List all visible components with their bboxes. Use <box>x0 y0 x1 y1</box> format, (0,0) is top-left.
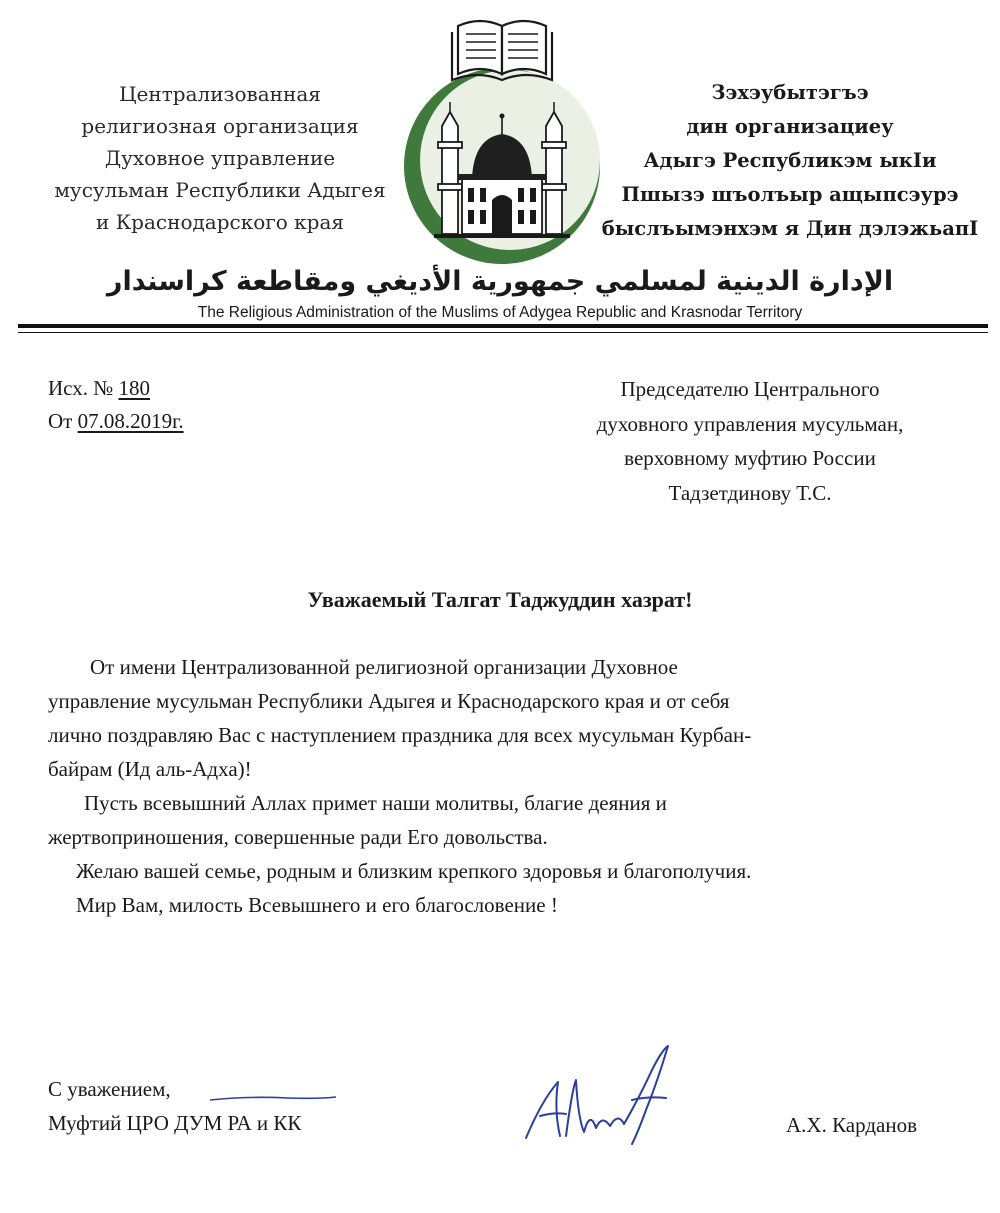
salutation: Уважаемый Талгат Таджуддин хазрат! <box>307 587 693 612</box>
outgoing-number: 180 <box>118 376 150 400</box>
org-line: дин организациеу <box>686 115 894 138</box>
body-line: Мир Вам, милость Всевышнего и его благословение ! <box>76 893 558 917</box>
handwritten-signature-icon <box>520 1040 680 1150</box>
recipient-line: верховному муфтию России <box>624 446 876 470</box>
body-line: управление мусульман Республики Адыгея и Краснодарского края и от себя <box>48 689 730 713</box>
outgoing-label: Исх. № <box>48 376 114 400</box>
closing-line: С уважением, <box>48 1077 171 1101</box>
org-line: религиозная организация <box>81 114 359 138</box>
recipient-line: духовного управления мусульман, <box>596 411 904 436</box>
org-line: Духовное управление <box>104 146 336 170</box>
signer-title: Муфтий ЦРО ДУМ РА и КК <box>48 1111 302 1135</box>
recipient-line: Председателю Центрального <box>620 377 880 401</box>
org-name-adyghe <box>590 76 990 246</box>
header-rule-thick <box>18 324 988 328</box>
body-line: От имени Централизованной религиозной организации Духовное <box>90 655 678 679</box>
org-line: Централизованная <box>119 82 321 106</box>
date-label: От <box>48 409 73 433</box>
org-name-english: The Religious Administration of the Muslims of Adygea Republic and Krasnodar Territory <box>197 304 803 321</box>
body-line: байрам (Ид аль-Адха)! <box>48 757 252 781</box>
letter-body <box>48 650 968 922</box>
signer-name: А.Х. Карданов <box>786 1113 918 1137</box>
org-name-russian <box>40 78 400 238</box>
pen-underline-icon <box>208 1094 338 1104</box>
outgoing-reference <box>48 372 184 438</box>
body-line: лично поздравляю Вас с наступлением праздника для всех мусульман Курбан- <box>48 723 752 747</box>
header-rule-thin <box>18 332 988 333</box>
org-line: Пшызэ шъолъыр ащыпсэурэ <box>621 183 959 206</box>
org-line: Зэхэубытэгъэ <box>711 81 869 104</box>
signature-block <box>48 1072 301 1140</box>
org-name-arabic: الإدارة الدينية لمسلمي جمهورية الأديغي ومقاطعة كراسندار <box>106 266 894 297</box>
org-line: и Краснодарского края <box>96 210 344 234</box>
date-line <box>48 405 184 438</box>
org-line: быслъымэнхэм я Дин дэлэжьапI <box>601 217 979 240</box>
body-line: Желаю вашей семье, родным и близким крепкого здоровья и благополучия. <box>76 859 752 883</box>
org-line: мусульман Республики Адыгея <box>54 178 386 202</box>
body-line: Пусть всевышний Аллах примет наши молитвы, благие деяния и <box>84 791 667 815</box>
recipient-line: Тадзетдинову Т.С. <box>668 480 832 505</box>
date-value: 07.08.2019г. <box>77 409 184 433</box>
mosque-emblem-icon <box>398 4 608 266</box>
body-line: жертвоприношения, совершенные ради Его довольства. <box>48 825 548 849</box>
outgoing-number-line <box>48 372 184 405</box>
org-line: Адыгэ Республикэм ыкIи <box>643 149 937 172</box>
recipient-block <box>530 372 970 510</box>
